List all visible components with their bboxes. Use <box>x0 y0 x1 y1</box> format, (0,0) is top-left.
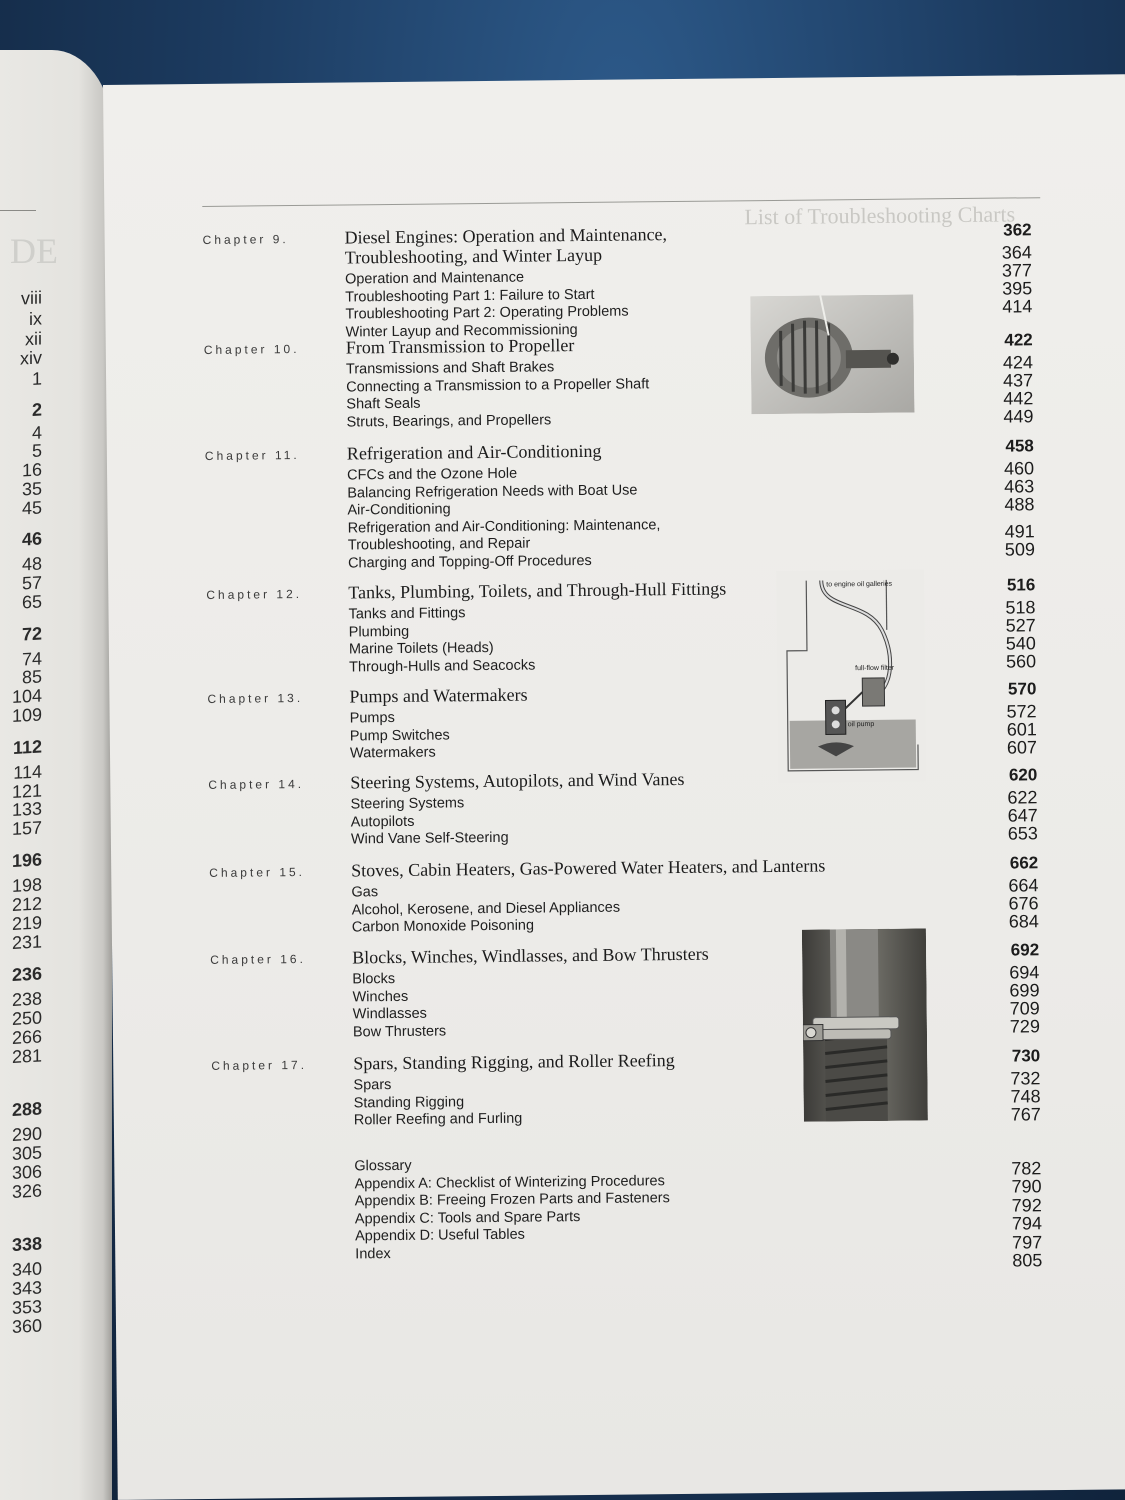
section-title: Charging and Topping-Off Procedures <box>347 552 592 572</box>
left-page-number: 57 <box>21 572 42 594</box>
chapter-label: Chapter 11. <box>204 447 300 463</box>
chapter-page-number: 692 <box>1010 940 1040 960</box>
section-page-number: 491 <box>1004 521 1035 542</box>
chapter-label: Chapter 9. <box>202 232 289 247</box>
left-page-number: 343 <box>11 1277 42 1300</box>
chapter-label: Chapter 13. <box>207 690 304 706</box>
section-title: Air-Conditioning <box>347 501 451 519</box>
section-page-number: 676 <box>1008 893 1039 914</box>
section-page-number: 364 <box>1001 242 1032 263</box>
section-page-number: 437 <box>1002 370 1034 391</box>
left-page-bleed-text: DE <box>10 231 58 271</box>
back-matter-title: Appendix B: Freeing Frozen Parts and Fasteners <box>354 1190 670 1210</box>
right-page <box>103 74 1125 1500</box>
section-page-number: 540 <box>1005 633 1037 654</box>
left-page-number: 288 <box>11 1098 42 1121</box>
diagram-label-pump: oil pump <box>847 720 875 729</box>
chapter-page-number: 516 <box>1006 575 1036 595</box>
back-matter-page-number: 794 <box>1011 1213 1043 1234</box>
left-page-number: 250 <box>11 1007 42 1030</box>
section-page-number: 377 <box>1001 260 1033 281</box>
back-matter-title: Appendix D: Useful Tables <box>354 1227 525 1245</box>
chapter-title: Troubleshooting, and Winter Layup <box>344 244 603 268</box>
chapter-page-number: 620 <box>1008 765 1038 785</box>
hose-clamp-photo <box>802 928 928 1121</box>
left-page-number: 109 <box>11 704 42 727</box>
section-page-number: 601 <box>1006 719 1037 740</box>
chapter-title: Tanks, Plumbing, Toilets, and Through-Hull Fittings <box>348 578 727 603</box>
back-matter-page-number: 797 <box>1012 1231 1043 1253</box>
left-page-number: 360 <box>11 1315 42 1338</box>
section-page-number: 463 <box>1004 476 1035 497</box>
left-page-number: 281 <box>11 1045 42 1068</box>
left-page-number: 5 <box>31 440 42 461</box>
left-page-number: 338 <box>11 1233 42 1256</box>
left-page-number: 306 <box>11 1161 42 1184</box>
left-page-number: 85 <box>21 666 42 688</box>
left-page-number: 16 <box>21 459 42 481</box>
section-page-number: 709 <box>1009 998 1040 1019</box>
left-page <box>0 50 112 1500</box>
back-matter-title: Appendix C: Tools and Spare Parts <box>354 1208 581 1228</box>
chapter-label: Chapter 12. <box>206 586 303 602</box>
chapter-title: Pumps and Watermakers <box>349 684 528 707</box>
left-page-number: 72 <box>21 623 42 645</box>
chapter-page-number: 570 <box>1007 679 1037 699</box>
section-title: Balancing Refrigeration Needs with Boat Use <box>347 482 638 502</box>
section-page-number: 653 <box>1007 823 1038 844</box>
left-page-number: 305 <box>11 1142 42 1165</box>
section-page-number: 518 <box>1005 597 1036 618</box>
left-page-number: 112 <box>12 736 42 758</box>
section-page-number: 647 <box>1007 805 1038 826</box>
section-title: Winches <box>352 988 409 1006</box>
chapter-label: Chapter 17. <box>211 1057 308 1073</box>
section-title: Wind Vane Self-Steering <box>350 829 509 848</box>
section-page-number: 560 <box>1005 651 1037 672</box>
section-title: Operation and Maintenance <box>344 269 525 288</box>
left-page-number: 45 <box>21 497 42 519</box>
back-matter-page-number: 782 <box>1011 1158 1042 1179</box>
section-page-number: 607 <box>1006 737 1038 758</box>
back-matter-page-number: 805 <box>1012 1250 1043 1271</box>
section-title: Carbon Monoxide Poisoning <box>351 917 535 936</box>
section-title: Autopilots <box>350 813 415 831</box>
section-title: Standing Rigging <box>353 1093 465 1112</box>
section-page-number: 414 <box>1002 296 1033 317</box>
left-page-number: 1 <box>31 368 42 389</box>
chapter-title: Blocks, Winches, Windlasses, and Bow Thrusters <box>352 943 709 968</box>
left-page-number: 219 <box>11 912 42 935</box>
section-title: Shaft Seals <box>346 395 421 413</box>
chapter-label: Chapter 14. <box>208 776 305 792</box>
section-title: Gas <box>351 884 379 901</box>
left-page-number: 196 <box>11 849 42 872</box>
chapter-page-number: 662 <box>1009 853 1039 873</box>
left-page-number: 2 <box>31 399 42 420</box>
section-page-number: 767 <box>1010 1104 1041 1125</box>
section-page-number: 664 <box>1008 875 1039 896</box>
section-page-number: 488 <box>1004 494 1035 515</box>
section-title: Roller Reefing and Furling <box>353 1110 523 1129</box>
chapter-title: Stoves, Cabin Heaters, Gas-Powered Water Heaters, and Lanterns <box>351 855 826 881</box>
left-page-number: viii <box>21 287 42 309</box>
section-page-number: 449 <box>1003 406 1034 427</box>
section-title: Transmissions and Shaft Brakes <box>345 359 555 378</box>
back-matter-title: Glossary <box>354 1157 412 1175</box>
left-page-number: xiv <box>20 347 42 369</box>
section-page-number: 442 <box>1003 388 1034 409</box>
back-matter-title: Appendix A: Checklist of Winterizing Procedures <box>354 1172 665 1193</box>
left-page-number: 157 <box>11 817 42 840</box>
left-page-number: 35 <box>21 478 42 500</box>
section-page-number: 509 <box>1004 539 1036 560</box>
chapter-title: From Transmission to Propeller <box>345 335 575 358</box>
chapter-page-number: 422 <box>1004 330 1033 350</box>
left-page-rule <box>0 210 36 211</box>
section-title: CFCs and the Ozone Hole <box>347 465 518 484</box>
chapter-label: Chapter 10. <box>203 341 300 357</box>
section-page-number: 527 <box>1005 615 1036 636</box>
oil-system-diagram <box>776 569 926 783</box>
section-page-number: 572 <box>1006 701 1037 722</box>
left-page-number: 133 <box>11 798 42 821</box>
section-title: Troubleshooting, and Repair <box>347 535 531 554</box>
section-title: Through-Hulls and Seacocks <box>349 657 536 676</box>
left-page-number: 231 <box>11 931 42 954</box>
left-page-number: 236 <box>11 963 42 986</box>
section-title: Bow Thrusters <box>352 1023 447 1041</box>
left-page-number: 340 <box>11 1258 42 1281</box>
chapter-page-number: 730 <box>1011 1046 1041 1066</box>
left-page-number: 65 <box>21 591 42 613</box>
section-title: Troubleshooting Part 1: Failure to Start <box>345 286 595 306</box>
chapter-label: Chapter 15. <box>209 864 306 880</box>
left-page-number: 46 <box>21 528 42 550</box>
back-matter-page-number: 790 <box>1011 1176 1042 1197</box>
section-title: Refrigeration and Air-Conditioning: Maintenance, <box>347 516 661 537</box>
left-page-number: 266 <box>11 1026 42 1049</box>
left-page-number: 4 <box>31 422 42 443</box>
section-page-number: 424 <box>1002 352 1034 373</box>
chapter-page-number: 458 <box>1005 436 1034 456</box>
section-page-number: 729 <box>1009 1016 1041 1037</box>
chapter-label: Chapter 16. <box>210 951 306 967</box>
section-title: Blocks <box>352 970 396 988</box>
section-page-number: 694 <box>1009 962 1040 983</box>
section-page-number: 684 <box>1008 911 1039 932</box>
back-matter-title: Index <box>355 1246 391 1263</box>
section-title: Marine Toilets (Heads) <box>348 640 494 658</box>
chapter-title: Steering Systems, Autopilots, and Wind Vanes <box>350 768 685 793</box>
left-page-number: 48 <box>21 553 42 575</box>
left-page-number: 74 <box>21 648 42 670</box>
left-page-number: 353 <box>11 1296 42 1319</box>
left-page-number: ix <box>29 308 42 330</box>
chapter-title: Spars, Standing Rigging, and Roller Reefing <box>353 1050 675 1074</box>
section-page-number: 395 <box>1002 278 1033 299</box>
left-page-number: 114 <box>13 761 42 783</box>
section-title: Spars <box>353 1077 392 1094</box>
section-title: Plumbing <box>348 623 410 641</box>
back-matter-page-number: 792 <box>1011 1195 1042 1216</box>
left-page-number: 212 <box>11 893 42 916</box>
section-title: Pump Switches <box>349 726 450 745</box>
left-page-number: 238 <box>11 988 42 1011</box>
section-title: Watermakers <box>349 744 436 762</box>
engine-part-photo <box>750 295 914 415</box>
section-page-number: 699 <box>1009 980 1040 1001</box>
section-title: Tanks and Fittings <box>348 605 466 623</box>
left-page-number: 104 <box>11 685 42 708</box>
section-title: Struts, Bearings, and Propellers <box>346 412 552 431</box>
section-page-number: 460 <box>1003 458 1035 479</box>
diagram-label-galleries: to engine oil galleries <box>826 580 893 589</box>
section-title: Connecting a Transmission to a Propeller Shaft <box>346 375 650 396</box>
section-title: Windlasses <box>352 1005 427 1023</box>
chapter-title: Refrigeration and Air-Conditioning <box>346 440 602 464</box>
left-page-number: xii <box>25 328 42 350</box>
section-title: Steering Systems <box>350 795 465 813</box>
section-title: Alcohol, Kerosene, and Diesel Appliances <box>351 899 621 919</box>
left-page-number: 290 <box>11 1123 42 1146</box>
chapter-page-number: 362 <box>1003 220 1032 240</box>
diagram-label-filter: full-flow filter <box>855 664 895 673</box>
section-page-number: 748 <box>1010 1086 1041 1107</box>
left-page-number: 121 <box>11 780 42 803</box>
bleed-through-heading: List of Troubleshooting Charts <box>744 201 1016 230</box>
section-title: Troubleshooting Part 2: Operating Problems <box>345 303 629 323</box>
section-page-number: 622 <box>1007 787 1038 808</box>
section-page-number: 732 <box>1010 1068 1041 1089</box>
section-title: Pumps <box>349 709 395 727</box>
left-page-number: 198 <box>11 874 42 897</box>
chapter-title: Diesel Engines: Operation and Maintenance, <box>344 224 668 248</box>
section-title: Winter Layup and Recommissioning <box>345 321 578 341</box>
left-page-number: 326 <box>11 1180 42 1203</box>
